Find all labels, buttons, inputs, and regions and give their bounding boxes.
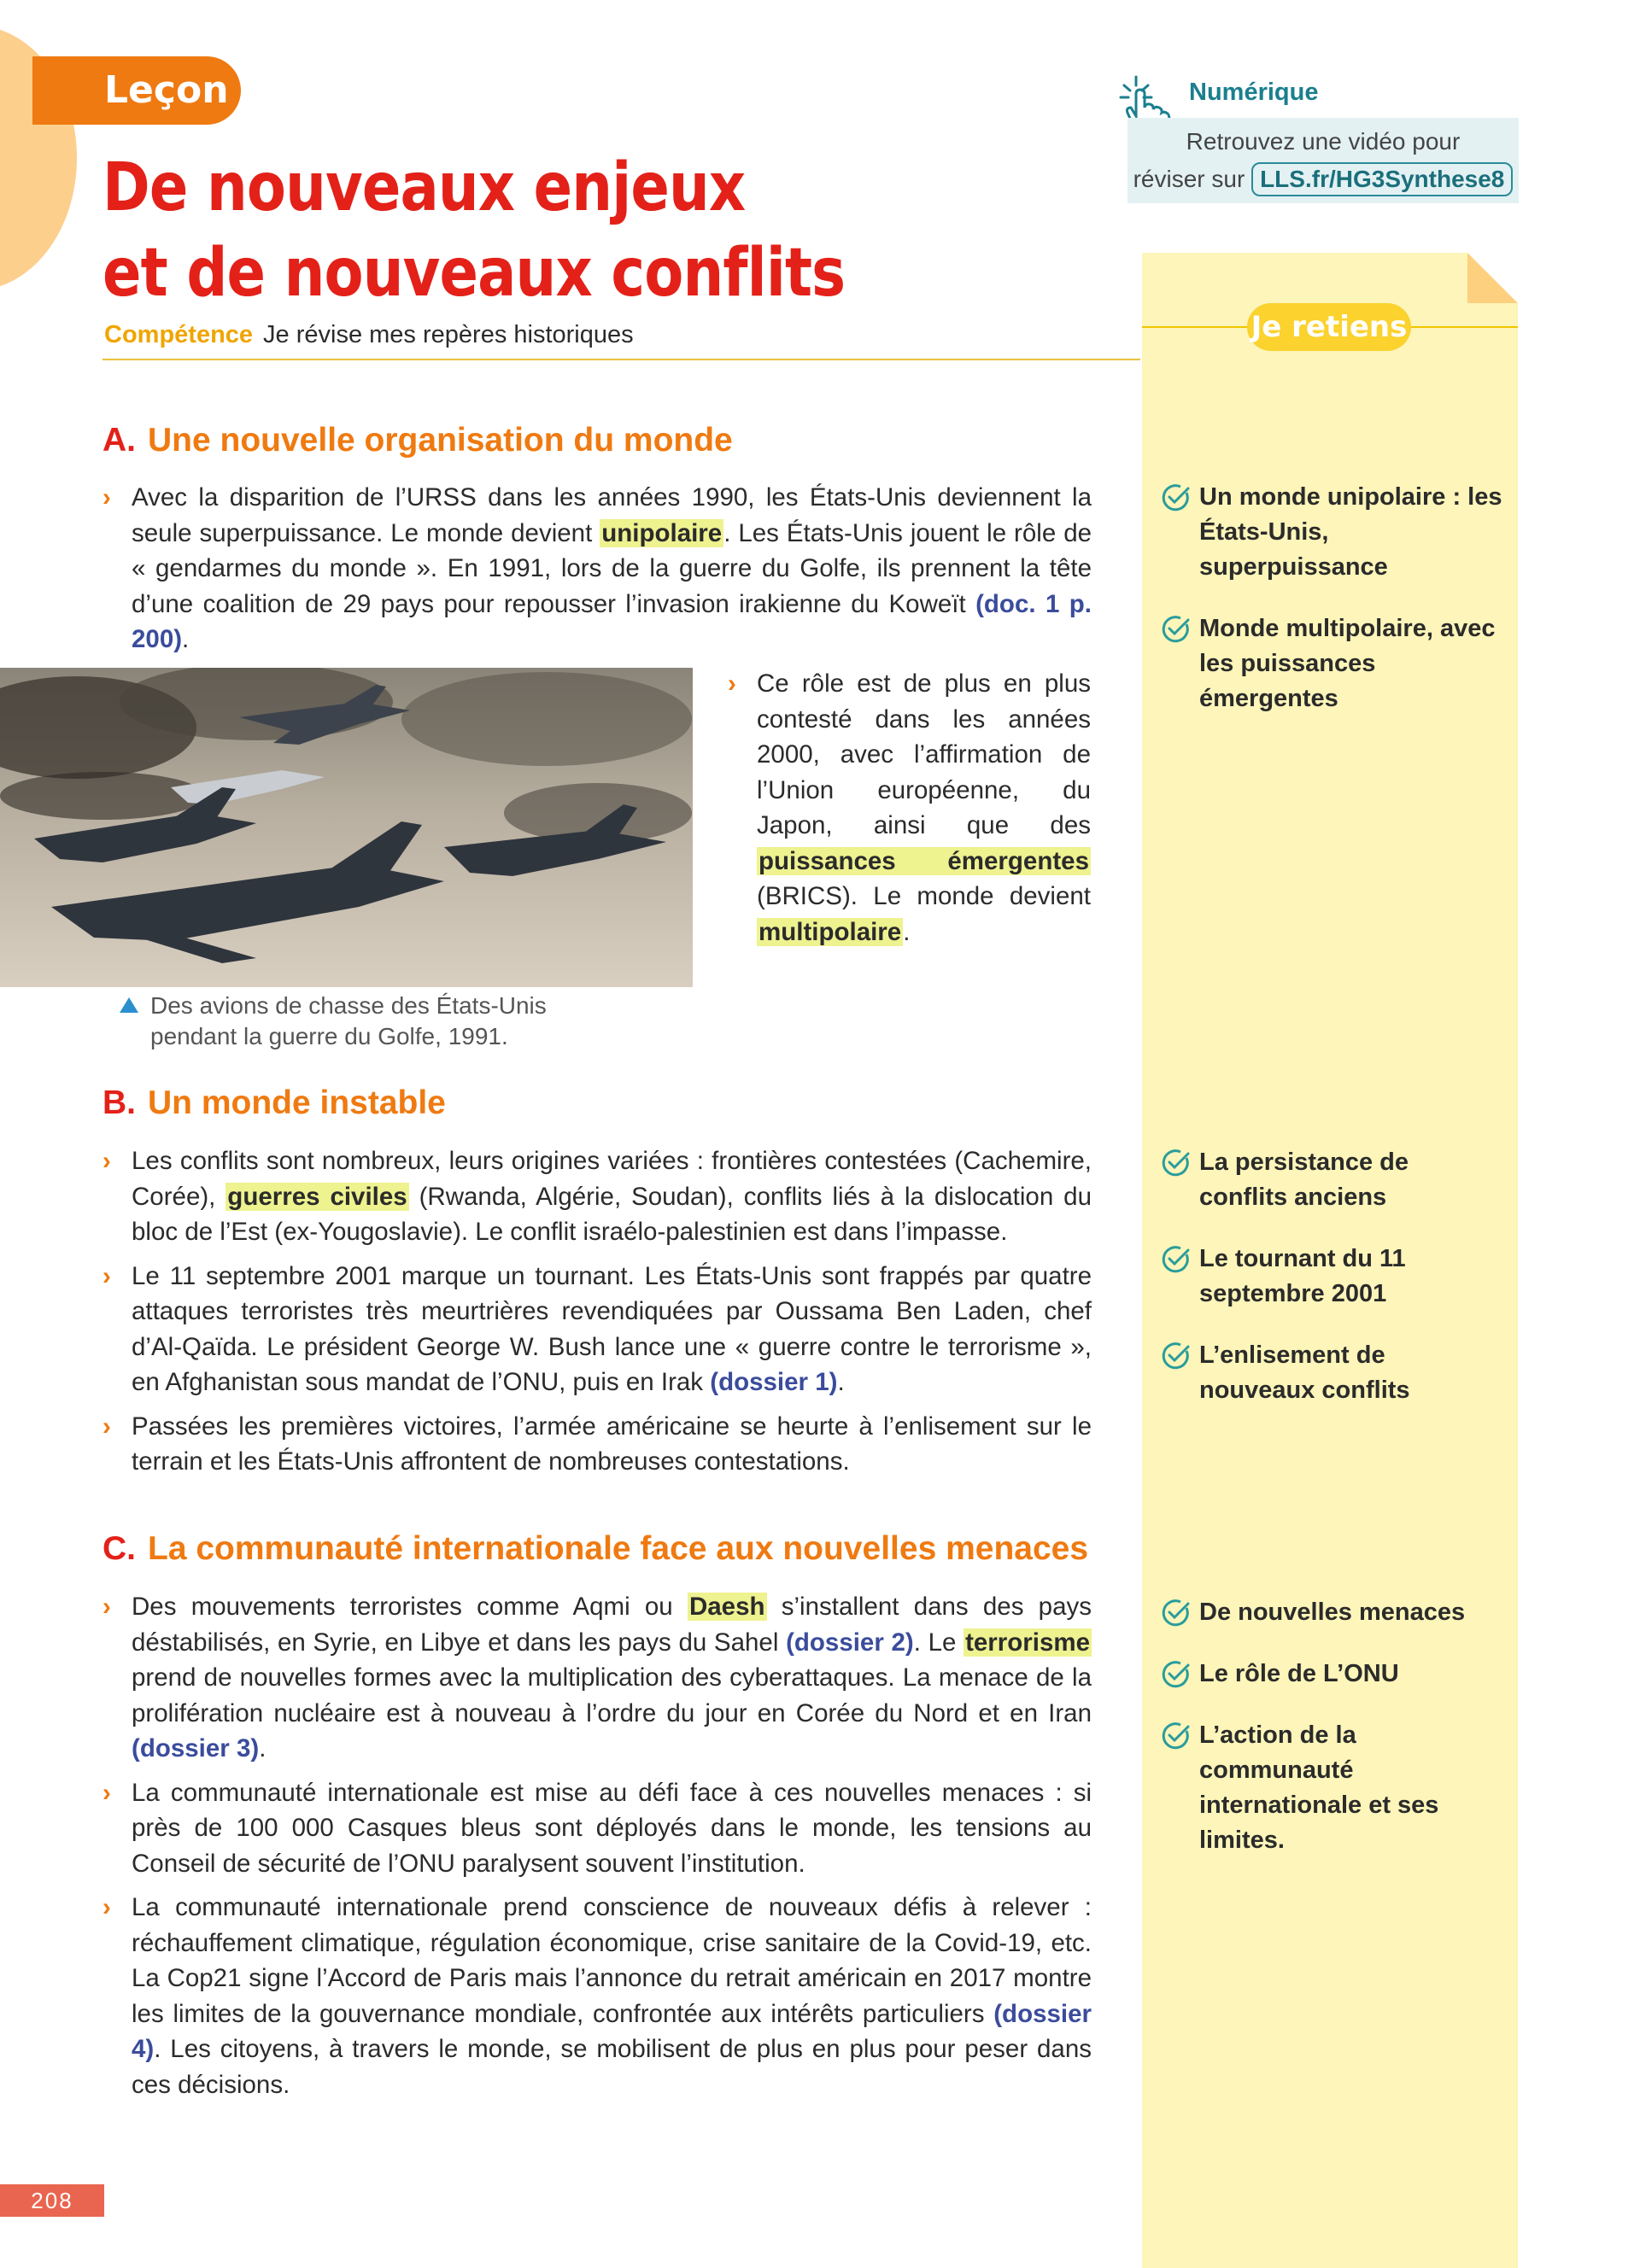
section-a-aside-text — [728, 666, 1091, 958]
retiens-item — [1162, 1718, 1503, 1858]
page-fold — [1467, 253, 1518, 303]
page-number: 208 — [0, 2184, 104, 2217]
chevron-right-icon: › — [102, 1893, 111, 1921]
retiens-group-c — [1162, 1595, 1503, 1885]
chevron-right-icon: › — [102, 1147, 111, 1175]
section-letter: B. — [102, 1084, 136, 1121]
check-circle-icon — [1162, 1660, 1191, 1689]
competence — [104, 321, 634, 349]
retiens-group-a — [1162, 480, 1503, 743]
chevron-right-icon: › — [728, 669, 736, 698]
retiens-item — [1162, 1338, 1503, 1408]
numerique-message — [1128, 118, 1519, 203]
highlight-term: puissances émergentes — [758, 846, 1089, 875]
paragraph: › Les conflits sont nombreux, leurs origines variées : frontières contestées (Cachemire, Corée), guerres civiles (Rwanda, Algérie, Soudan), conflits liés à la dislocation du bloc de l’Est (ex-Yougoslavie). Le conflit israélo-palestinien est dans l’impasse. — [102, 1143, 1092, 1250]
competence-text: Je révise mes repères historiques — [263, 321, 634, 348]
retiens-item — [1162, 1657, 1503, 1692]
section-letter: C. — [102, 1530, 136, 1567]
retiens-text: L’action de la communauté internationale et ses limites. — [1199, 1721, 1439, 1854]
retiens-item — [1162, 1595, 1503, 1630]
check-circle-icon — [1162, 1149, 1191, 1178]
numerique-line-1: Retrouvez une vidéo pour — [1186, 128, 1461, 155]
check-circle-icon — [1162, 615, 1191, 644]
section-b-title — [102, 1084, 446, 1122]
video-link[interactable]: LLS.fr/HG3Synthese8 — [1251, 162, 1513, 196]
retiens-text: L’enlisement de nouveaux conflits — [1199, 1342, 1410, 1404]
lecon-tab: Leçon — [32, 56, 241, 125]
highlight-term: Daesh — [688, 1593, 765, 1621]
paragraph: › Ce rôle est de plus en plus contesté dans les années 2000, avec l’affirmation de l’Union européenne, du Japon, ainsi que des puissances émergentes (BRICS). Le monde devient multipolaire. — [728, 666, 1091, 950]
je-retiens-title: Je retiens — [1247, 303, 1411, 351]
chevron-right-icon: › — [102, 483, 111, 511]
doc-reference: (doc. 1 p. 200) — [132, 589, 1092, 653]
check-circle-icon — [1162, 1721, 1191, 1751]
section-b-text — [102, 1143, 1092, 1488]
retiens-item — [1162, 611, 1503, 716]
chevron-right-icon: › — [102, 1412, 111, 1441]
doc-reference: (dossier 4) — [132, 1999, 1092, 2063]
check-circle-icon — [1162, 1342, 1191, 1371]
triangle-icon — [120, 997, 138, 1013]
numerique-line-2 — [1128, 161, 1519, 198]
paragraph: › Des mouvements terroristes comme Aqmi ou Daesh s’installent dans des pays déstabilisés, en Syrie, en Libye et dans les pays du Sahel (dossier 2). Le terrorisme prend de nouvelles formes avec la multiplication des cyberattaques. La menace de la prolifération nucléaire est à nouveau à l’ordre du jour en Corée du Nord et en Iran (dossier 3). — [102, 1589, 1092, 1767]
paragraph: › Avec la disparition de l’URSS dans les années 1990, les États-Unis deviennent la seule superpuissance. Le monde devient unipolaire. Les États-Unis jouent le rôle de « gendarmes du monde ». En 1991, lors de la guerre du Golfe, ils prennent la tête d’une coalition de 29 pays pour repousser l’invasion irakienne du Koweït (doc. 1 p. 200). — [102, 480, 1092, 658]
retiens-group-b — [1162, 1145, 1503, 1435]
retiens-text: Le tournant du 11 septembre 2001 — [1199, 1245, 1406, 1307]
doc-reference: (dossier 2) — [786, 1628, 914, 1657]
paragraph: › La communauté internationale est mise au défi face à ces nouvelles menaces : si près de 100 000 Casques bleus sont déployés dans le monde, les tensions au Conseil de sécurité de l’ONU paralysent souvent l’institution. — [102, 1775, 1092, 1882]
doc-reference: (dossier 3) — [132, 1734, 260, 1762]
highlight-term: unipolaire — [601, 518, 723, 547]
fighter-jets-image — [0, 668, 693, 987]
page-title — [102, 145, 845, 316]
check-circle-icon — [1162, 1245, 1191, 1274]
retiens-item — [1162, 480, 1503, 585]
numerique-label: Numérique — [1189, 79, 1319, 106]
competence-label: Compétence — [104, 321, 254, 348]
highlight-term: terrorisme — [965, 1628, 1090, 1657]
fighter-jets-photo — [0, 668, 693, 987]
check-circle-icon — [1162, 1599, 1191, 1628]
retiens-text: Le rôle de L’ONU — [1199, 1660, 1399, 1687]
check-circle-icon — [1162, 483, 1191, 512]
retiens-text: La persistance de conflits anciens — [1199, 1149, 1409, 1211]
chevron-right-icon: › — [102, 1593, 111, 1621]
highlight-term: multipolaire — [758, 917, 902, 946]
section-a-title — [102, 422, 733, 459]
paragraph: › Passées les premières victoires, l’armée américaine se heurte à l’enlisement sur le terrain et les États-Unis affrontent de nombreuses contestations. — [102, 1409, 1092, 1480]
paragraph: › La communauté internationale prend conscience de nouveaux défis à relever : réchauffement climatique, régulation économique, crise sanitaire de la Covid-19, etc. La Cop21 signe l’Accord de Paris mais l’annonce du retrait américain en 2017 montre les limites de la gouvernance mondiale, confrontée aux intérêts particuliers (dossier 4). Les citoyens, à travers le monde, se mobilisent de plus en plus pour peser dans ces décisions. — [102, 1890, 1092, 2102]
title-line-2: et de nouveaux conflits — [102, 235, 846, 312]
section-c-text — [102, 1589, 1092, 2111]
retiens-text: Un monde unipolaire : les États-Unis, superpuissance — [1199, 483, 1502, 581]
section-letter: A. — [102, 422, 136, 459]
title-divider — [102, 359, 1140, 360]
chevron-right-icon: › — [102, 1778, 111, 1807]
photo-caption: Des avions de chasse des États-Unis pendant la guerre du Golfe, 1991. — [120, 991, 629, 1052]
doc-reference: (dossier 1) — [710, 1368, 838, 1396]
section-heading: Un monde instable — [148, 1084, 446, 1121]
section-c-title — [102, 1530, 1088, 1568]
section-a-text — [102, 480, 1092, 666]
retiens-text: Monde multipolaire, avec les puissances émergentes — [1199, 615, 1496, 712]
highlight-term: guerres civiles — [227, 1182, 407, 1211]
retiens-text: De nouvelles menaces — [1199, 1599, 1466, 1626]
section-heading: Une nouvelle organisation du monde — [148, 422, 733, 459]
title-line-1: De nouveaux enjeux — [102, 149, 746, 226]
retiens-item — [1162, 1145, 1503, 1215]
chevron-right-icon: › — [102, 1261, 111, 1290]
numerique-prefix: réviser sur — [1133, 166, 1245, 192]
paragraph: › Le 11 septembre 2001 marque un tournant. Les États-Unis sont frappés par quatre attaques terroristes très meurtrières revendiquées par Oussama Ben Laden, chef d’Al-Qaïda. Le président George W. Bush lance une « guerre contre le terrorisme », en Afghanistan sous mandat de l’ONU, puis en Irak (dossier 1). — [102, 1259, 1092, 1400]
retiens-item — [1162, 1242, 1503, 1312]
section-heading: La communauté internationale face aux nouvelles menaces — [148, 1530, 1089, 1567]
